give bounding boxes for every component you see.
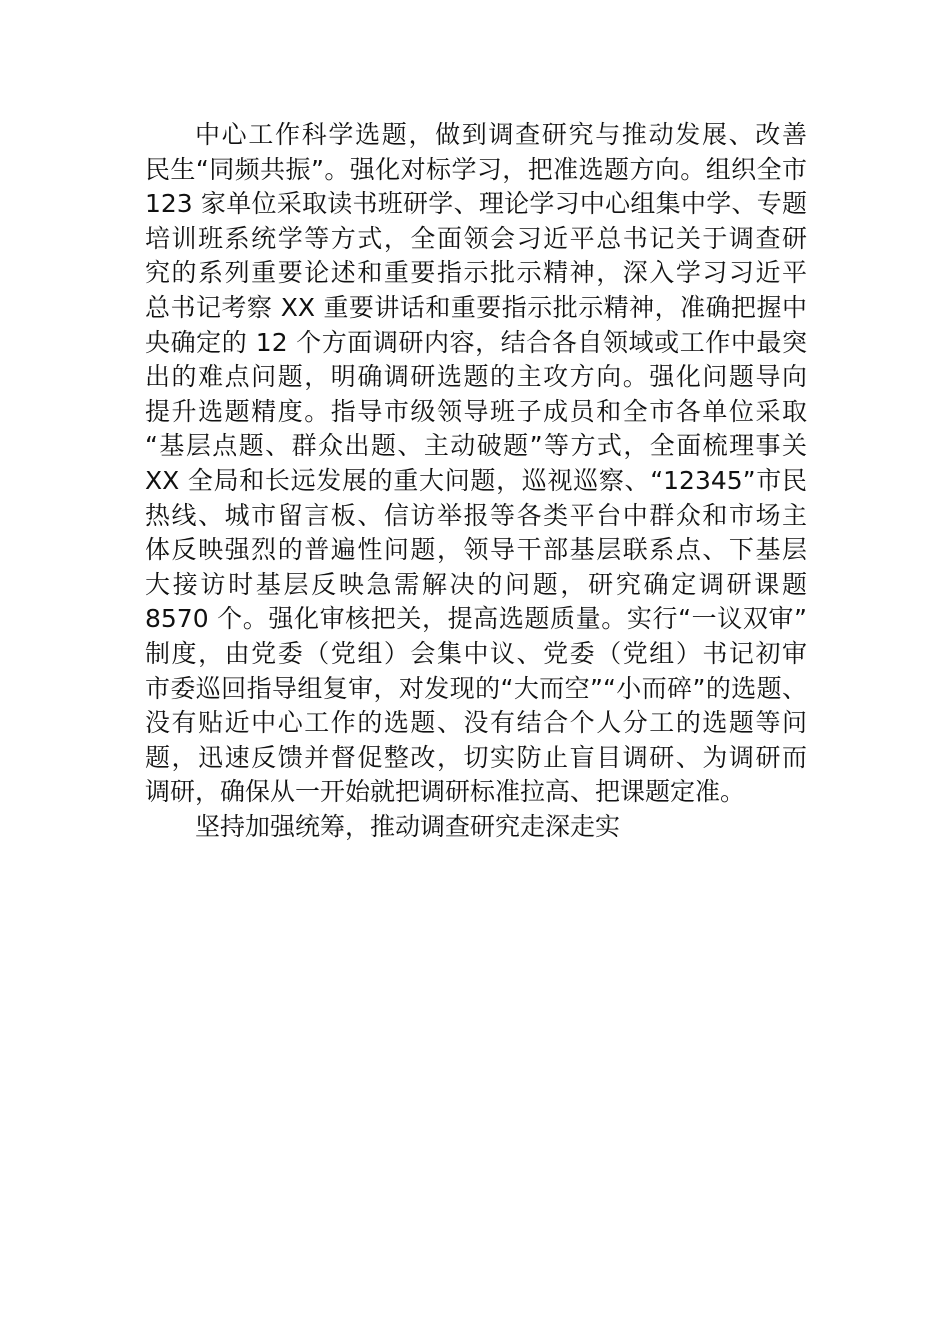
text-line: 大接访时基层反映急需解决的问题，研究确定调研课题 — [145, 569, 807, 599]
text-line: 8570 个。强化审核把关，提高选题质量。实行“一议双审” — [145, 604, 807, 634]
text-line: “基层点题、群众出题、主动破题”等方式，全面梳理事关 — [145, 431, 807, 461]
document-body — [145, 118, 807, 844]
text-line: 市委巡回指导组复审，对发现的“大而空”“小而碎”的选题、 — [145, 673, 807, 703]
text-line: 热线、城市留言板、信访举报等各类平台中群众和市场主 — [145, 500, 807, 530]
text-line: 没有贴近中心工作的选题、没有结合个人分工的选题等问 — [145, 708, 807, 738]
text-line: 培训班系统学等方式，全面领会习近平总书记关于调查研 — [145, 223, 807, 253]
text-line: 总书记考察 XX 重要讲话和重要指示批示精神，准确把握中 — [145, 292, 807, 322]
text-line: 民生“同频共振”。强化对标学习，把准选题方向。组织全市 — [145, 154, 807, 184]
text-line: 123 家单位采取读书班研学、理论学习中心组集中学、专题 — [145, 189, 807, 219]
paragraph-2 — [145, 810, 807, 845]
text-line: 出的难点问题，明确调研选题的主攻方向。强化问题导向 — [145, 362, 807, 392]
text-line: XX 全局和长远发展的重大问题，巡视巡察、“12345”市民 — [145, 465, 807, 495]
text-line: 调研，确保从一开始就把调研标准拉高、把课题定准。 — [145, 777, 746, 807]
paragraph-1 — [145, 118, 807, 810]
section-heading: 坚持加强统筹，推动调查研究走深走实 — [195, 811, 621, 841]
text-line: 央确定的 12 个方面调研内容，结合各自领域或工作中最突 — [145, 327, 807, 357]
text-line: 中心工作科学选题，做到调查研究与推动发展、改善 — [195, 120, 807, 149]
text-line: 体反映强烈的普遍性问题，领导干部基层联系点、下基层 — [145, 535, 807, 565]
text-line: 制度，由党委（党组）会集中议、党委（党组）书记初审 — [145, 638, 807, 668]
text-line: 究的系列重要论述和重要指示批示精神，深入学习习近平 — [145, 258, 807, 288]
text-line: 提升选题精度。指导市级领导班子成员和全市各单位采取 — [145, 396, 807, 426]
text-line: 题，迅速反馈并督促整改，切实防止盲目调研、为调研而 — [145, 742, 807, 772]
